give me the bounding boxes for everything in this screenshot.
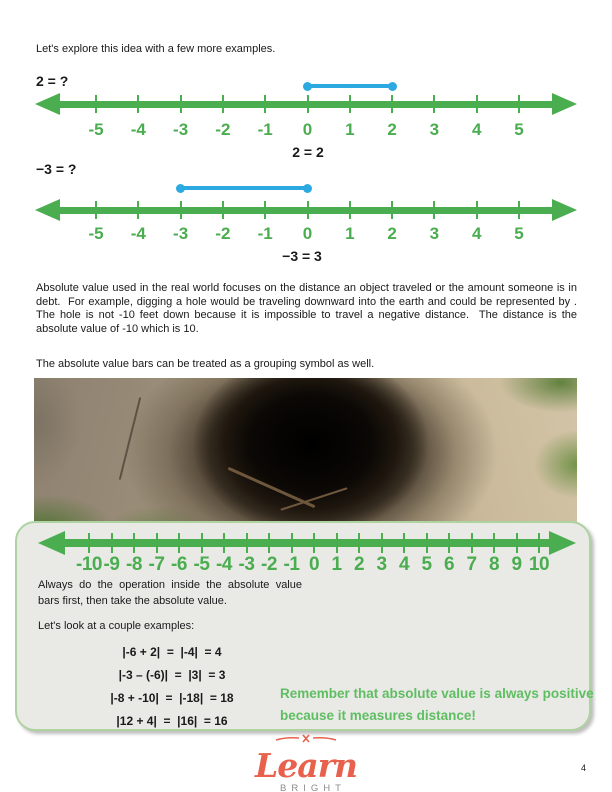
tick-mark — [493, 533, 495, 553]
tick-label: 2 — [387, 120, 397, 139]
tick-mark — [307, 95, 309, 113]
intro-text: Let's explore this idea with a few more examples. — [36, 43, 276, 55]
tick-mark — [111, 533, 113, 553]
tick-mark — [391, 95, 393, 113]
tick-mark — [95, 201, 97, 219]
box-examples-intro: Let's look at a couple examples: — [38, 620, 195, 632]
example1-answer: 2 = 2 — [292, 144, 324, 160]
tick-label: -4 — [216, 554, 232, 575]
tick-label: 4 — [471, 120, 482, 139]
tick-label: -1 — [283, 554, 300, 575]
tick-label: 1 — [345, 120, 355, 139]
tick-mark — [222, 95, 224, 113]
tick-label: -2 — [215, 120, 231, 139]
tick-mark — [538, 533, 540, 553]
crack-decoration — [119, 397, 142, 480]
example2-answer: −3 = 3 — [282, 248, 322, 264]
segment-endpoint-dot — [176, 184, 185, 193]
tick-label: -8 — [126, 554, 142, 575]
arrow-right-icon — [549, 531, 576, 555]
tick-mark — [88, 533, 90, 553]
tick-label: 4 — [471, 224, 482, 243]
tick-label: -4 — [130, 120, 146, 139]
page-number: 4 — [580, 763, 586, 773]
learn-bright-logo — [236, 731, 376, 792]
tick-label: -7 — [148, 554, 165, 575]
tick-mark — [476, 201, 478, 219]
tick-mark — [433, 95, 435, 113]
absolute-value-equation: |-6 + 2| = |-4| = 4 — [122, 645, 222, 659]
box-instruction-text: Always do the operation inside the absolute value bars first, then take the absolute value. — [38, 579, 306, 607]
tick-mark — [133, 533, 135, 553]
tick-label: -5 — [193, 554, 210, 575]
tick-label: -2 — [261, 554, 277, 575]
tick-label: 9 — [511, 554, 522, 575]
tick-label: 0 — [308, 554, 320, 575]
arrow-right-icon — [552, 199, 577, 221]
tick-label: -10 — [76, 554, 102, 575]
hole-photo — [34, 378, 577, 527]
tick-label: -6 — [171, 554, 187, 575]
tick-label: -3 — [173, 224, 189, 243]
tick-label: 5 — [514, 224, 524, 243]
logo-subtext: BRIGHT — [280, 783, 346, 792]
tick-mark — [137, 95, 139, 113]
distance-segment — [308, 84, 393, 88]
tick-mark — [336, 533, 338, 553]
tick-mark — [223, 533, 225, 553]
arrow-left-icon — [35, 93, 60, 115]
example2-question: −3 = ? — [36, 161, 77, 177]
tick-label: 3 — [429, 224, 440, 243]
number-line-1 — [30, 78, 582, 142]
tick-mark — [137, 201, 139, 219]
tick-mark — [391, 201, 393, 219]
distance-segment — [181, 186, 308, 190]
tick-label: -3 — [173, 120, 189, 139]
tick-label: -1 — [257, 120, 273, 139]
tick-mark — [381, 533, 383, 553]
tick-label: -9 — [103, 554, 120, 575]
tick-label: -4 — [130, 224, 146, 243]
tick-mark — [264, 201, 266, 219]
tick-mark — [349, 95, 351, 113]
tick-label: -5 — [88, 120, 104, 139]
segment-endpoint-dot — [303, 184, 312, 193]
tick-mark — [201, 533, 203, 553]
tick-mark — [516, 533, 518, 553]
tick-mark — [358, 533, 360, 553]
logo-wordmark: Learn — [255, 746, 357, 785]
tick-mark — [246, 533, 248, 553]
number-line-2 — [30, 182, 582, 246]
tick-label: 2 — [387, 224, 397, 243]
tick-mark — [222, 201, 224, 219]
tick-mark — [448, 533, 450, 553]
grouping-paragraph: The absolute value bars can be treated as a grouping symbol as well. — [36, 358, 375, 370]
tick-label: 7 — [466, 554, 477, 575]
real-world-paragraph: Absolute value used in the real world focuses on the distance an object traveled or the amount someone is in debt. For example, digging a hole would be traveling downward into the earth and could be represented by . The hole is not -10 feet down because it is impossible to travel a negative distance. The distance is the absolute value of -10 which is 10. — [36, 282, 584, 335]
tick-label: 8 — [488, 554, 500, 575]
logo-ornament-icon — [274, 733, 338, 744]
tick-mark — [403, 533, 405, 553]
tick-mark — [471, 533, 473, 553]
tick-label: 0 — [302, 224, 313, 243]
tick-label: 1 — [345, 224, 355, 243]
tick-label: -1 — [257, 224, 273, 243]
tick-mark — [180, 201, 182, 219]
tick-label: -5 — [88, 224, 104, 243]
arrow-left-icon — [35, 199, 60, 221]
example1-question: 2 = ? — [36, 73, 69, 89]
tick-mark — [264, 95, 266, 113]
summary-box — [15, 521, 594, 731]
tick-label: 1 — [331, 554, 342, 575]
tick-label: -2 — [215, 224, 231, 243]
arrow-left-icon — [38, 531, 65, 555]
tick-label: 0 — [302, 120, 313, 139]
tick-mark — [291, 533, 293, 553]
tick-label: 5 — [421, 554, 432, 575]
tick-mark — [518, 201, 520, 219]
tick-label: 2 — [353, 554, 365, 575]
tick-mark — [313, 533, 315, 553]
absolute-value-equation: |12 + 4| = |16| = 16 — [116, 714, 228, 728]
tick-mark — [349, 201, 351, 219]
tick-label: 10 — [528, 554, 550, 575]
tick-label: 3 — [376, 554, 387, 575]
tick-mark — [156, 533, 158, 553]
tick-mark — [178, 533, 180, 553]
absolute-value-equation: |-3 – (-6)| = |3| = 3 — [118, 668, 226, 682]
tick-label: 4 — [398, 554, 410, 575]
tick-mark — [268, 533, 270, 553]
segment-endpoint-dot — [388, 82, 397, 91]
tick-mark — [180, 95, 182, 113]
tick-label: 5 — [514, 120, 524, 139]
equation-list — [87, 646, 257, 728]
arrow-right-icon — [552, 93, 577, 115]
tick-mark — [307, 201, 309, 219]
tick-mark — [95, 95, 97, 113]
reminder-text: Remember that absolute value is always positive because it measures distance! — [280, 686, 594, 723]
number-line-3 — [17, 527, 589, 583]
tick-mark — [433, 201, 435, 219]
absolute-value-equation: |-8 + -10| = |-18| = 18 — [110, 691, 234, 705]
tick-mark — [518, 95, 520, 113]
segment-endpoint-dot — [303, 82, 312, 91]
tick-label: -3 — [238, 554, 255, 575]
tick-mark — [426, 533, 428, 553]
tick-label: 6 — [443, 554, 455, 575]
tick-label: 3 — [429, 120, 440, 139]
tick-mark — [476, 95, 478, 113]
